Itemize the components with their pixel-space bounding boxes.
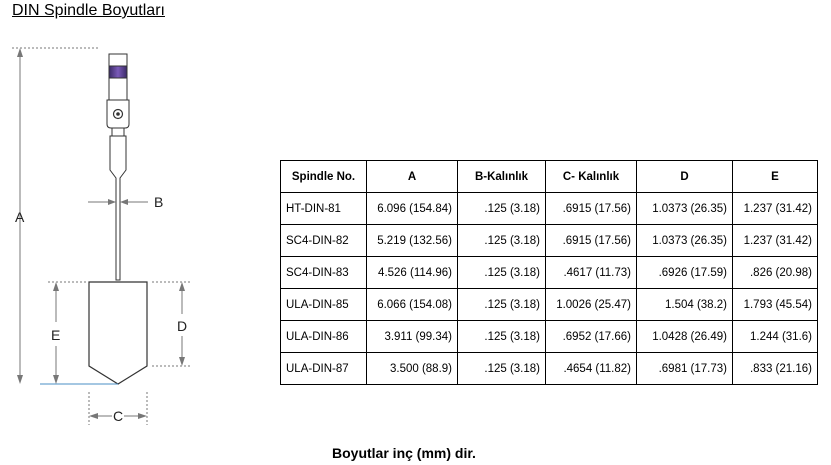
cell-spindle-no: ULA-DIN-86 [281,321,367,353]
cell-e: 1.244 (31.6) [733,321,818,353]
cell-b: .125 (3.18) [458,225,546,257]
header-a: A [367,161,458,193]
table-row [281,321,818,353]
cell-d: 1.0373 (26.35) [637,225,733,257]
header-c-thickness: C- Kalınlık [546,161,637,193]
cell-e: .826 (20.98) [733,257,818,289]
cell-e: 1.793 (45.54) [733,289,818,321]
cell-b: .125 (3.18) [458,321,546,353]
cell-e: .833 (21.16) [733,353,818,385]
cell-b: .125 (3.18) [458,193,546,225]
header-e: E [733,161,818,193]
spindle-body [89,282,147,384]
cell-spindle-no: HT-DIN-81 [281,193,367,225]
label-a: A [15,209,25,225]
cell-spindle-no: ULA-DIN-85 [281,289,367,321]
cell-c: .6915 (17.56) [546,225,637,257]
label-e: E [51,327,61,343]
cell-e: 1.237 (31.42) [733,225,818,257]
table-row [281,289,818,321]
cell-b: .125 (3.18) [458,289,546,321]
label-b: B [154,194,164,210]
cell-spindle-no: SC4-DIN-82 [281,225,367,257]
header-d: D [637,161,733,193]
cell-c: .4617 (11.73) [546,257,637,289]
table-row [281,257,818,289]
spindle-connector [107,54,129,136]
cell-d: 1.0428 (26.49) [637,321,733,353]
table-row [281,353,818,385]
cell-spindle-no: ULA-DIN-87 [281,353,367,385]
cell-a: 4.526 (114.96) [367,257,458,289]
spindle-diagram [0,0,260,440]
cell-a: 3.911 (99.34) [367,321,458,353]
cell-a: 5.219 (132.56) [367,225,458,257]
cell-b: .125 (3.18) [458,353,546,385]
table-row [281,225,818,257]
cell-e: 1.237 (31.42) [733,193,818,225]
cell-d: .6981 (17.73) [637,353,733,385]
cell-a: 6.066 (154.08) [367,289,458,321]
label-d: D [177,318,188,334]
header-spindle-no: Spindle No. [281,161,367,193]
header-b-thickness: B-Kalınlık [458,161,546,193]
cell-d: .6926 (17.59) [637,257,733,289]
label-c: C [113,408,124,424]
cell-c: .4654 (11.82) [546,353,637,385]
cell-c: .6915 (17.56) [546,193,637,225]
cell-a: 3.500 (88.9) [367,353,458,385]
cell-a: 6.096 (154.84) [367,193,458,225]
spindle-dimensions-table [280,160,818,385]
cell-d: 1.0373 (26.35) [637,193,733,225]
cell-spindle-no: SC4-DIN-83 [281,257,367,289]
table-row [281,193,818,225]
table-header-row [281,161,818,193]
cell-b: .125 (3.18) [458,257,546,289]
spindle-shaft [110,136,126,280]
cell-c: 1.0026 (25.47) [546,289,637,321]
units-footnote: Boyutlar inç (mm) dir. [332,445,476,461]
page-title: DIN Spindle Boyutları [12,2,165,19]
cell-d: 1.504 (38.2) [637,289,733,321]
cell-c: .6952 (17.66) [546,321,637,353]
